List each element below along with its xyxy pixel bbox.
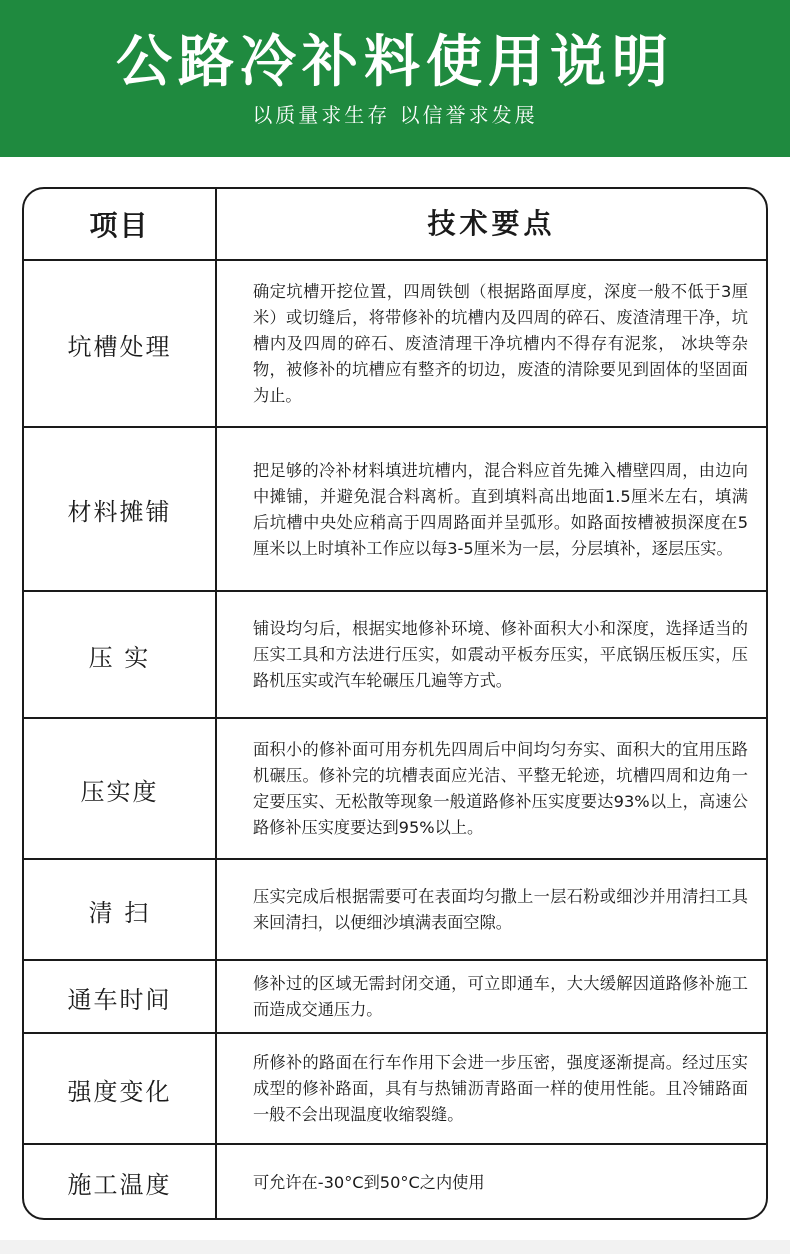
row-item: 坑槽处理 xyxy=(67,332,172,361)
row-item: 压实度 xyxy=(80,777,159,806)
page-title: 公路冷补料使用说明 xyxy=(116,30,674,95)
row-text: 确定坑槽开挖位置，四周铁刨（根据路面厚度，深度一般不低于3厘米）或切缝后，将带修补的坑槽内及四周的碎石、废渣清理干净，坑槽内及四周的碎石、废渣清理干净坑槽内不得存有泥浆， 冰块等杂物，被修补的坑槽应有整齐的切边，废渣的清除要见到固体的坚固面为止。 xyxy=(253,282,748,405)
header-banner xyxy=(0,0,790,157)
row-item: 清 扫 xyxy=(88,898,151,927)
row-text: 所修补的路面在行车作用下会进一步压密，强度逐渐提高。经过压实成型的修补路面，具有与热铺沥青路面一样的使用性能。且冷铺路面一般不会出现温度收缩裂缝。 xyxy=(253,1053,748,1124)
page-subtitle: 以质量求生存 以信誉求发展 xyxy=(252,103,538,127)
column-header-points: 技术要点 xyxy=(427,207,556,240)
row-text: 可允许在-30°C到50°C之内使用 xyxy=(253,1172,485,1192)
column-header-item: 项目 xyxy=(89,209,150,242)
row-text: 修补过的区域无需封闭交通，可立即通车，大大缓解因道路修补施工而造成交通压力。 xyxy=(253,974,748,1019)
table-row xyxy=(24,426,766,591)
row-text: 压实完成后根据需要可在表面均匀撒上一层石粉或细沙并用清扫工具来回清扫，以便细沙填满表面空隙。 xyxy=(253,887,748,932)
table-row xyxy=(24,590,766,718)
table-row xyxy=(24,717,766,859)
table-header-row xyxy=(24,189,766,259)
row-item: 强度变化 xyxy=(67,1077,172,1106)
spec-table xyxy=(22,187,768,1220)
row-text: 把足够的冷补材料填进坑槽内，混合料应首先摊入槽壁四周，由边向中摊铺，并避免混合料离析。直到填料高出地面1.5厘米左右，填满后坑槽中央处应稍高于四周路面并呈弧形。如路面按槽被损深度在5厘米以上时填补工作应以每3-5厘米为一层，分层填补，逐层压实。 xyxy=(253,460,748,558)
row-item: 材料摊铺 xyxy=(67,498,172,526)
row-item: 施工温度 xyxy=(67,1171,172,1199)
table-row xyxy=(24,1032,766,1144)
table-row xyxy=(24,259,766,427)
row-text: 面积小的修补面可用夯机先四周后中间均匀夯实、面积大的宜用压路机碾压。修补完的坑槽表面应光洁、平整无轮迹，坑槽四周和边角一定要压实、无松散等现象一般道路修补压实度要达93%以上，高速公路修补压实度要达到95%以上。 xyxy=(253,740,748,837)
row-text: 铺设均匀后，根据实地修补环境、修补面积大小和深度，选择适当的压实工具和方法进行压实，如震动平板夯压实，平底锅压板压实，压路机压实或汽车轮碾压几遍等方式。 xyxy=(253,619,748,690)
bottom-strip xyxy=(0,1240,790,1254)
table-row xyxy=(24,959,766,1033)
table-row xyxy=(24,858,766,960)
row-item: 通车时间 xyxy=(67,985,172,1014)
row-item: 压 实 xyxy=(88,643,151,672)
table-row xyxy=(24,1143,766,1220)
